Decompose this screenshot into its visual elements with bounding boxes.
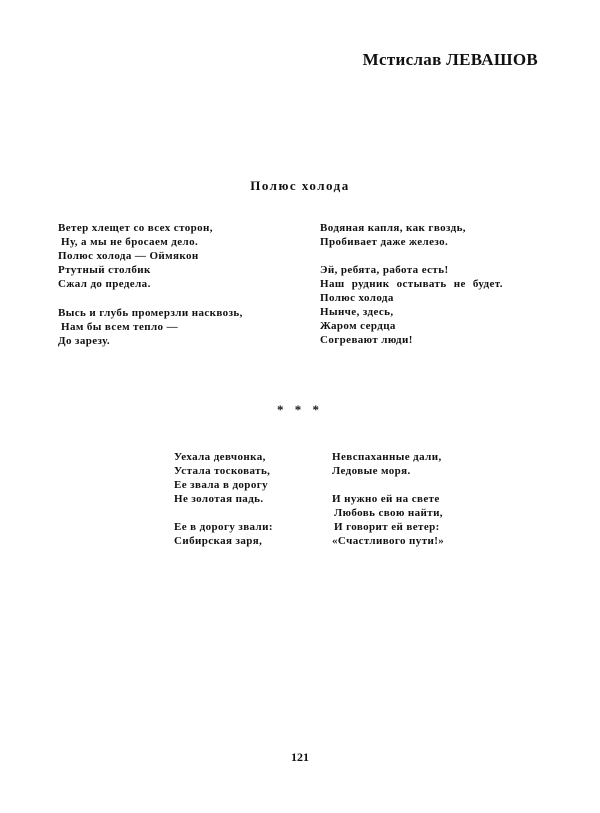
verse-line: Высь и глубь промерзли насквозь, — [58, 307, 243, 319]
verse-line: Сибирская заря, — [174, 535, 263, 547]
verse-line: Не золотая падь. — [174, 493, 264, 505]
verse-line: Ртутный столбик — [58, 264, 151, 276]
verse-line: Уехала девчонка, — [174, 451, 266, 463]
verse-line: Водяная капля, как гвоздь, — [320, 222, 466, 234]
verse-line: Жаром сердца — [320, 320, 396, 332]
poem1-left-stanza-1 — [58, 221, 213, 291]
verse-line: Полюс холода — [320, 292, 394, 304]
verse-line: Ветер хлещет со всех сторон, — [58, 222, 213, 234]
verse-line: До зарезу. — [58, 335, 111, 347]
page-number: 121 — [291, 750, 309, 764]
verse-line: Эй, ребята, работа есть! — [320, 264, 449, 276]
poem2-right-stanza-1 — [332, 450, 442, 478]
poem2-left-stanza-1 — [174, 450, 270, 506]
poem1-left-stanza-2 — [58, 306, 243, 348]
verse-line: И нужно ей на свете — [332, 493, 440, 505]
poem1-right-stanza-1 — [320, 221, 466, 249]
section-separator: * * * — [277, 402, 323, 417]
poem2-left-stanza-2 — [174, 520, 273, 548]
verse-line: Ее звала в дорогу — [174, 479, 269, 491]
verse-line: Ее в дорогу звали: — [174, 521, 273, 533]
poem-title: Полюс холода — [250, 178, 350, 193]
verse-line: Наш рудник остывать не будет. — [320, 278, 503, 290]
verse-line: Согревают люди! — [320, 334, 413, 346]
verse-line: Ледовые моря. — [332, 465, 411, 477]
verse-line: Нынче, здесь, — [320, 306, 394, 318]
verse-line: Невспаханные дали, — [332, 451, 442, 463]
verse-line: «Счастливого пути!» — [332, 535, 445, 547]
author-name: Мстислав ЛЕВАШОВ — [362, 50, 538, 69]
poem2-right-stanza-2 — [332, 492, 444, 548]
verse-line: И говорит ей ветер: — [334, 521, 440, 533]
poem1-right-stanza-2 — [320, 263, 503, 347]
verse-line: Полюс холода — Оймякон — [58, 250, 199, 262]
verse-line: Устала тосковать, — [174, 465, 271, 477]
verse-line: Любовь свою найти, — [334, 507, 443, 519]
verse-line: Сжал до предела. — [58, 278, 151, 290]
verse-line: Нам бы всем тепло — — [61, 321, 178, 333]
verse-line: Пробивает даже железо. — [320, 236, 449, 248]
verse-line: Ну, а мы не бросаем дело. — [61, 236, 199, 248]
